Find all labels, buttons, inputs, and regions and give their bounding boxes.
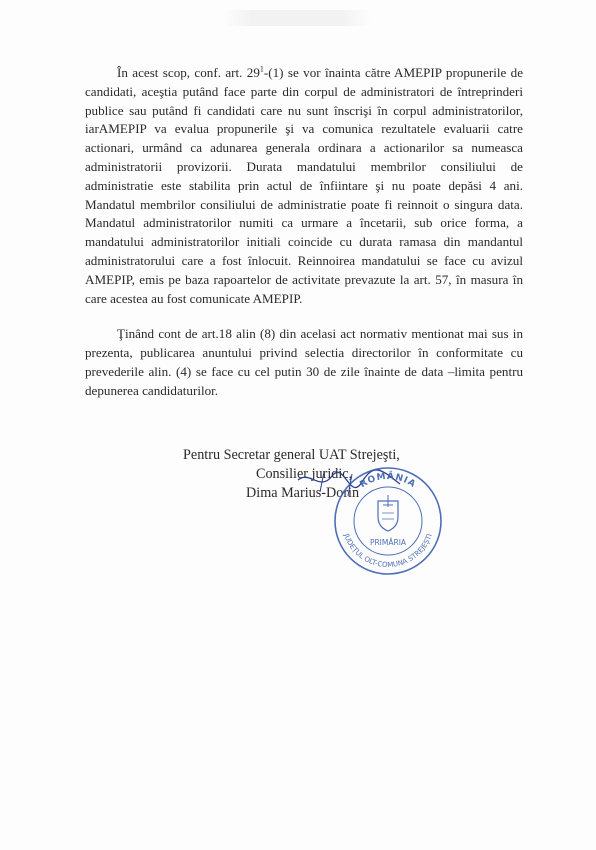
- coat-of-arms-icon: [378, 495, 398, 531]
- stamp-center-text: PRIMĂRIA: [369, 538, 407, 547]
- stamp-bottom-text: JUDEȚUL OLT-COMUNA STREJEȘTI: [342, 532, 434, 570]
- document-body: [85, 64, 523, 401]
- signature-title: Pentru Secretar general UAT Strejeşti,: [183, 447, 400, 463]
- paragraph-2: Ţinând cont de art.18 alin (8) din acelasi act normativ mentionat mai sus in prezenta, publicarea anuntului privind selectia directorilor în conformitate cu prevederile alin. (4) se face cu cel putin 30 de zile înainte de data –limita pentru depunerea candidaturilor.: [85, 326, 523, 398]
- paragraph-1-part-b: -(1) se vor înainta către AMEPIP propunerile de candidati, aceştia putând face parte din corpul de administratori de întreprinderi publice sau putând fi candidati care nu sunt înscrişi în corpul administratorilor, iarAMEPIP va evalua propunerile şi va comunica rezultatele evaluarii catre actionari, urmând ca adunarea generala ordinara a actionarilor sa numeasca administratorii provizorii. Durata mandatului membrilor consiliului de administratie este stabilita prin actul de înfiintare şi nu poate depăsi 4 ani. Mandatul membrilor consiliului de administratie poate fi reinnoit o singura data. Mandatul administratorilor numiti ca urmare a încetarii, sub orice forma, a mandatului administratorilor initiali coincide cu durata ramasa din mandantul administratorului care a fost înlocuit. Reinnoirea mandatului se face cu avizul AMEPIP, emis pe baza rapoartelor de activitate prevazute la art. 57, în masura în care acestea au fost comunicate AMEPIP.: [85, 65, 524, 306]
- paragraph-1: [85, 64, 523, 308]
- paragraph-1-part-a: În acest scop, conf. art. 29: [117, 65, 260, 80]
- official-stamp: [332, 465, 444, 577]
- article-superscript: 1: [259, 64, 264, 74]
- stamp-top-text: ROMÂNIA: [358, 471, 418, 491]
- signature-role: Consilier juridic,: [256, 466, 353, 482]
- signature-name: Dima Marius-Dorin: [246, 485, 360, 501]
- faint-header-bleed: [222, 10, 372, 26]
